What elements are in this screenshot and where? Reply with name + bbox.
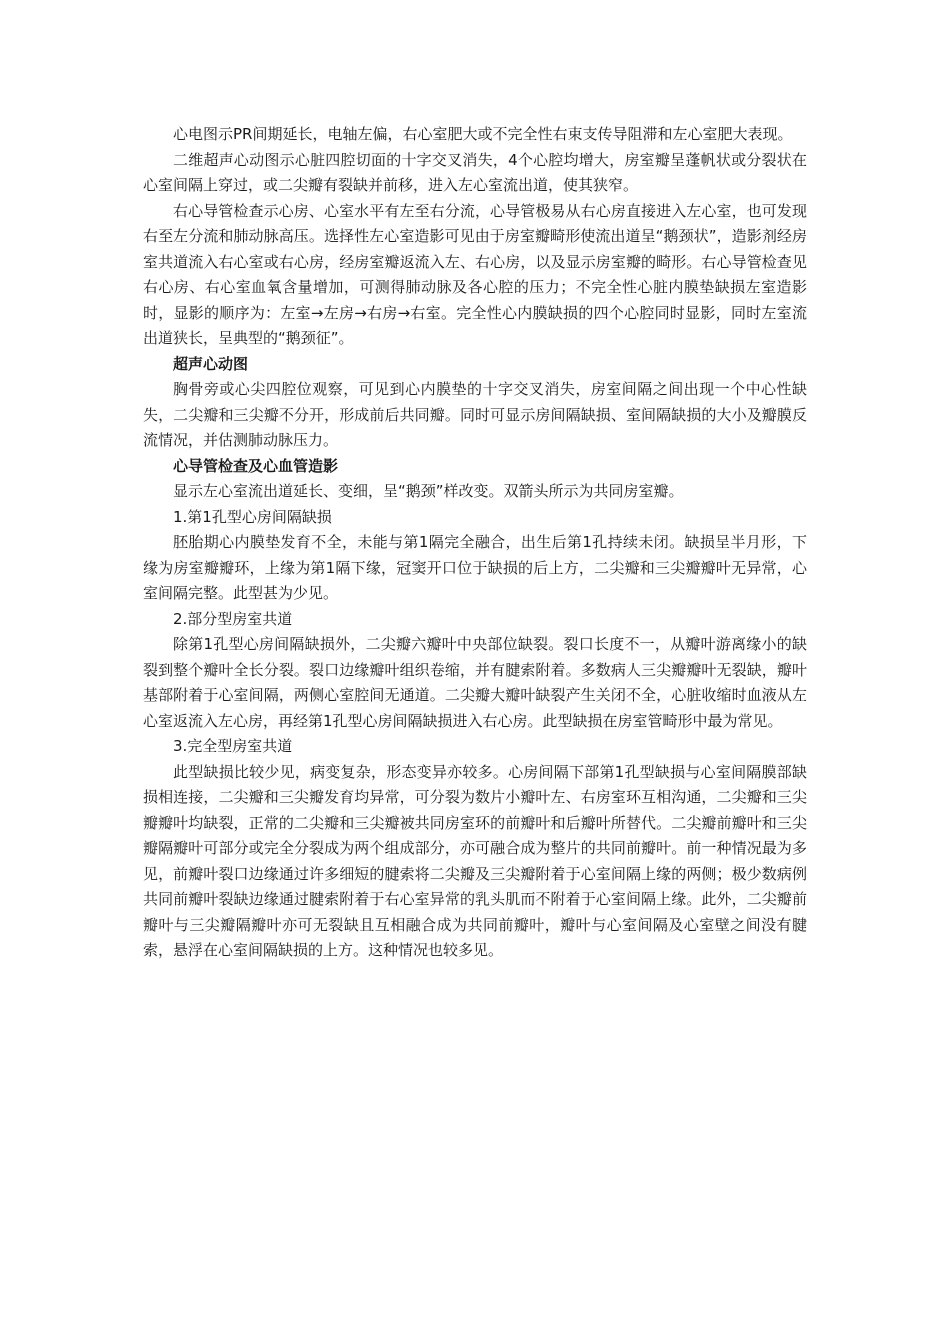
paragraph-primum-asd: 胚胎期心内膜垫发育不全，未能与第1隔完全融合，出生后第1孔持续未闭。缺损呈半月形，下缘为房室瓣瓣环，上缘为第1隔下缘，冠窦开口位于缺损的后上方，二尖瓣和三尖瓣瓣叶无异常，心室间隔完整。此型甚为少见。 [143,533,807,602]
paragraph-echo-observation: 胸骨旁或心尖四腔位观察，可见到心内膜垫的十字交叉消失，房室间隔之间出现一个中心性缺失，二尖瓣和三尖瓣不分开，形成前后共同瓣。同时可显示房间隔缺损、室间隔缺损的大小及瓣膜反流情况，并估测肺动脉压力。 [143,380,807,449]
heading-echocardiogram: 超声心动图 [173,354,249,373]
subheading-partial-av-canal: 2.部分型房室共道 [173,609,293,628]
paragraph-angiography-finding: 显示左心室流出道延长、变细，呈“鹅颈”样改变。双箭头所示为共同房室瓣。 [173,482,684,500]
paragraph-ecg: 心电图示PR间期延长，电轴左偏，右心室肥大或不完全性右束支传导阻滞和左心室肥大表现。 [173,125,793,143]
subheading-primum-asd: 1.第1孔型心房间隔缺损 [173,507,332,526]
heading-catheter-angiography: 心导管检查及心血管造影 [173,456,339,475]
subheading-complete-av-canal: 3.完全型房室共道 [173,737,293,755]
paragraph-partial-av-canal: 除第1孔型心房间隔缺损外，二尖瓣六瓣叶中央部位缺裂。裂口长度不一，从瓣叶游离缘小的缺裂到整个瓣叶全长分裂。裂口边缘瓣叶组织卷缩，并有腱索附着。多数病人三尖瓣瓣叶无裂缺，瓣叶基部附着于心室间隔，两侧心室腔间无通道。二尖瓣大瓣叶缺裂产生关闭不全，心脏收缩时血液从左心室返流入左心房，再经第1孔型心房间隔缺损进入右心房。此型缺损在房室管畸形中最为常见。 [143,635,807,730]
paragraph-right-heart-catheter: 右心导管检查示心房、心室水平有左至右分流，心导管极易从右心房直接进入左心室，也可发现右至左分流和肺动脉高压。选择性左心室造影可见由于房室瓣畸形使流出道呈“鹅颈状”，造影剂经房室共道流入右心室或右心房，经房室瓣返流入左、右心房，以及显示房室瓣的畸形。右心导管检查见右心房、右心室血氧含量增加，可测得肺动脉及各心腔的压力；不完全性心脏内膜垫缺损左室造影时，显影的顺序为：左室→左房→右房→右室。完全性心内膜缺损的四个心腔同时显影，同时左室流出道狭长，呈典型的“鹅颈征”。 [143,201,807,347]
paragraph-2d-echo: 二维超声心动图示心脏四腔切面的十字交叉消失，4个心腔均增大，房室瓣呈蓬帆状或分裂状在心室间隔上穿过，或二尖瓣有裂缺并前移，进入左心室流出道，使其狭窄。 [143,150,807,194]
document-body [143,122,807,964]
paragraph-complete-av-canal: 此型缺损比较少见，病变复杂，形态变异亦较多。心房间隔下部第1孔型缺损与心室间隔膜部缺损相连接，二尖瓣和三尖瓣发育均异常，可分裂为数片小瓣叶左、右房室环互相沟通，二尖瓣和三尖瓣瓣叶均缺裂，正常的二尖瓣和三尖瓣被共同房室环的前瓣叶和后瓣叶所替代。二尖瓣前瓣叶和三尖瓣隔瓣叶可部分或完全分裂成为两个组成部分，亦可融合成为整片的共同前瓣叶。前一种情况最为多见，前瓣叶裂口边缘通过许多细短的腱索将二尖瓣及三尖瓣附着于心室间隔上缘的两侧；极少数病例共同前瓣叶裂缺边缘通过腱索附着于右心室异常的乳头肌而不附着于心室间隔上缘。此外，二尖瓣前瓣叶与三尖瓣隔瓣叶亦可无裂缺且互相融合成为共同前瓣叶，瓣叶与心室间隔及心室壁之间没有腱索，悬浮在心室间隔缺损的上方。这种情况也较多见。 [143,762,807,959]
